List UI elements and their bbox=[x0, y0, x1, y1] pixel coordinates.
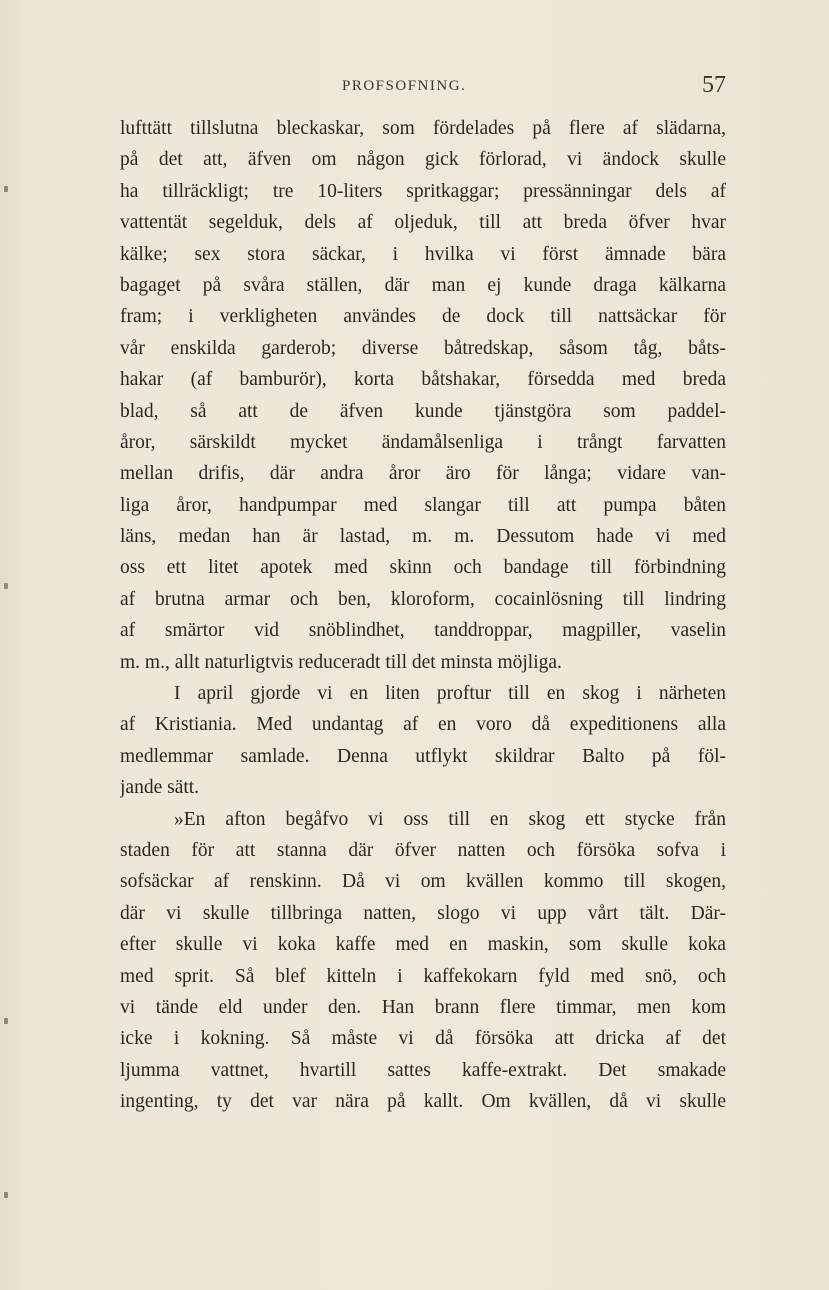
text-line: blad, så att de äfven kunde tjänstgöra som paddel- bbox=[120, 400, 726, 422]
text-line: jande sätt. bbox=[120, 777, 200, 799]
text-line: åror, särskildt mycket ändamålsenliga i trångt farvatten bbox=[120, 431, 726, 453]
text-line: med sprit. Så blef kitteln i kaffekokarn fyld med snö, och bbox=[120, 965, 726, 987]
text-line: mellan drifis, där andra åror äro för långa; vidare van- bbox=[120, 463, 726, 485]
margin-mark bbox=[4, 1192, 8, 1198]
body-text bbox=[120, 113, 726, 1118]
text-line: vattentät segelduk, dels af oljeduk, till att breda öfver hvar bbox=[120, 212, 726, 234]
text-line: liga åror, handpumpar med slangar till att pumpa båten bbox=[120, 494, 726, 516]
page-header bbox=[120, 72, 728, 106]
paragraph-1 bbox=[120, 113, 726, 678]
text-line: oss ett litet apotek med skinn och bandage till förbindning bbox=[120, 557, 726, 579]
margin-mark bbox=[4, 583, 8, 589]
page-number: 57 bbox=[702, 72, 726, 98]
text-line: staden för att stanna där öfver natten och försöka sofva i bbox=[120, 839, 726, 861]
margin-mark bbox=[4, 186, 8, 192]
paragraph-2 bbox=[120, 678, 726, 804]
text-line: af brutna armar och ben, kloroform, cocainlösning till lindring bbox=[120, 588, 726, 610]
text-line: sofsäckar af renskinn. Då vi om kvällen kommo till skogen, bbox=[120, 871, 726, 893]
text-line: icke i kokning. Så måste vi då försöka att dricka af det bbox=[120, 1028, 726, 1050]
text-line: af Kristiania. Med undantag af en voro då expeditionens alla bbox=[120, 714, 726, 736]
text-line: läns, medan han är lastad, m. m. Dessutom hade vi med bbox=[120, 526, 726, 548]
text-line: »En afton begåfvo vi oss till en skog ett stycke från bbox=[174, 808, 726, 830]
text-line: bagaget på svåra ställen, där man ej kunde draga kälkarna bbox=[120, 274, 726, 296]
text-line: ljumma vattnet, hvartill sattes kaffe-extrakt. Det smakade bbox=[120, 1059, 726, 1081]
text-line: m. m., allt naturligtvis reduceradt till det minsta möjliga. bbox=[120, 651, 562, 673]
text-line: af smärtor vid snöblindhet, tanddroppar, magpiller, vaselin bbox=[120, 620, 726, 642]
text-line: I april gjorde vi en liten proftur till en skog i närheten bbox=[174, 683, 726, 705]
text-line: kälke; sex stora säckar, i hvilka vi först ämnade bära bbox=[120, 243, 726, 265]
text-line: vi tände eld under den. Han brann flere timmar, men kom bbox=[120, 996, 726, 1018]
text-line: ha tillräckligt; tre 10-liters spritkaggar; pressänningar dels af bbox=[120, 180, 726, 202]
text-line: ingenting, ty det var nära på kallt. Om kvällen, då vi skulle bbox=[120, 1091, 726, 1113]
text-line: lufttätt tillslutna bleckaskar, som fördelades på flere af slädarna, bbox=[120, 118, 726, 139]
text-line: där vi skulle tillbringa natten, slogo vi upp vårt tält. Där- bbox=[120, 902, 726, 924]
text-line: fram; i verkligheten användes de dock till nattsäckar för bbox=[120, 306, 726, 328]
text-line: vår enskilda garderob; diverse båtredskap, såsom tåg, båts- bbox=[120, 337, 726, 359]
paragraph-3 bbox=[120, 804, 726, 1118]
running-head: PROFSOFNING. bbox=[342, 78, 467, 94]
text-line: på det att, äfven om någon gick förlorad, vi ändock skulle bbox=[120, 149, 726, 171]
text-line: efter skulle vi koka kaffe med en maskin, som skulle koka bbox=[120, 934, 726, 956]
text-line: medlemmar samlade. Denna utflykt skildrar Balto på föl- bbox=[120, 745, 726, 767]
margin-mark bbox=[4, 1018, 8, 1024]
text-line: hakar (af bamburör), korta båtshakar, försedda med breda bbox=[120, 369, 726, 391]
